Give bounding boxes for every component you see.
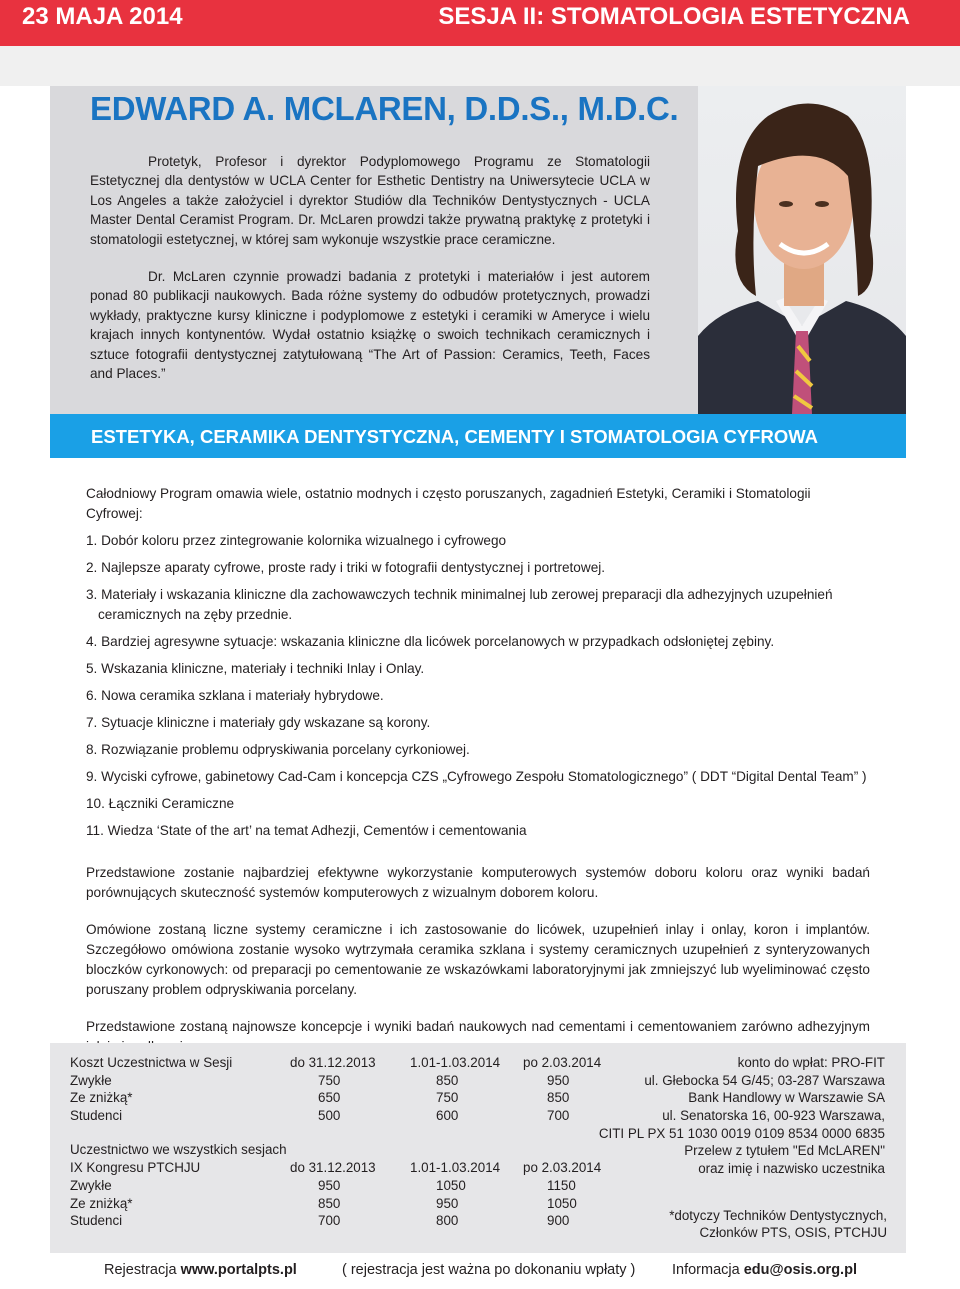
program-item-7: 7. Sytuacje kliniczne i materiały gdy wskazane są korony. bbox=[86, 715, 431, 730]
session-row-value: 850 bbox=[547, 1090, 570, 1105]
payment-note: ( rejestracja jest ważna po dokonaniu wpłaty ) bbox=[342, 1262, 636, 1278]
speaker-portrait-illustration bbox=[698, 86, 906, 414]
program-item-3-text: 3. Materiały i wskazania kliniczne dla zachowawczych technik minimalnej lub zerowej preparacji dla adhezyjnych uzupełnień bbox=[86, 587, 833, 602]
program-item-8: 8. Rozwiązanie problemu odpryskiwania porcelany cyrkoniowej. bbox=[86, 742, 470, 757]
congress-price-title: Uczestnictwo we wszystkich sesjach bbox=[70, 1142, 287, 1157]
congress-row-value: 700 bbox=[318, 1213, 341, 1228]
program-item-3 bbox=[86, 585, 870, 625]
event-date: 23 MAJA 2014 bbox=[22, 3, 183, 30]
contact-label: Informacja bbox=[672, 1262, 744, 1278]
session-row-value: 500 bbox=[318, 1108, 341, 1123]
congress-row-value: 950 bbox=[436, 1196, 459, 1211]
speaker-box bbox=[50, 86, 698, 414]
congress-row-value: 950 bbox=[318, 1178, 341, 1193]
session-row-value: 950 bbox=[547, 1073, 570, 1088]
account-line: ul. Głebocka 54 G/45; 03-287 Warszawa bbox=[644, 1073, 885, 1088]
contact bbox=[672, 1262, 857, 1278]
program-item-9: 9. Wyciski cyfrowe, gabinetowy Cad-Cam i koncepcja CZS „Cyfrowego Zespołu Stomatologicznego” ( DDT “Digital Dental Team” ) bbox=[86, 769, 867, 784]
program-paragraph-2: Omówione zostaną liczne systemy ceramiczne i ich zastosowanie do licówek, uzupełnień inlay i onlay, koron i implantów. Szczegółowo omówiona zostanie wysoko wytrzymała ceramika szklana i systemy ceramicznych uzupełnień z synteryzowanych bloczków cyrkonowych: od preparacji po cementowanie ze wskazówkami laboratoryjnymi jak zmniejszyć lub wyeliminować często poruszany problem odpryskiwania porcelany. bbox=[86, 922, 870, 997]
session-price-header-col2: 1.01-1.03.2014 bbox=[410, 1055, 501, 1070]
pricing-box bbox=[50, 1043, 906, 1253]
program-paragraph-3: Przedstawione zostaną najnowsze koncepcje i wyniki badań naukowych nad cementami i cementowaniem zarówno adhezyjnym bbox=[86, 1019, 870, 1034]
session-row-value: 850 bbox=[436, 1073, 459, 1088]
session-row-label: Studenci bbox=[70, 1108, 123, 1123]
bio-paragraph-1: Protetyk, Profesor i dyrektor Podyplomowego Programu ze Stomatologii Estetycznej dla dentystów w UCLA Center for Esthetic Dentistry na Uniwersytecie UCLA w Los Angeles a także założyciel i dyrektor Studiów dla Techników Dentystycznych - UCLA Master Dental Ceramist Program. Dr. McLaren prowdzi także prywatną praktykę z protetyki i stomatologii estetycznej, w której sam wykonuje wszystkie prace ceramiczne. bbox=[90, 154, 650, 247]
congress-price-header-col1: do 31.12.2013 bbox=[290, 1160, 376, 1175]
congress-price-header-col3: po 2.03.2014 bbox=[523, 1160, 602, 1175]
program-list bbox=[86, 531, 870, 841]
program-item-1: 1. Dobór koloru przez zintegrowanie kolornika wizualnego i cyfrowego bbox=[86, 533, 507, 548]
registration bbox=[104, 1262, 297, 1278]
session-row-value: 600 bbox=[436, 1108, 459, 1123]
congress-row-value: 1150 bbox=[547, 1178, 576, 1193]
program-item-11: 11. Wiedza ‘State of the art’ na temat Adhezji, Cementów i cementowania bbox=[86, 823, 527, 838]
session-row-value: 700 bbox=[547, 1108, 570, 1123]
discount-note-line: *dotyczy Techników Dentystycznych, bbox=[669, 1208, 887, 1223]
program-content bbox=[86, 484, 870, 1057]
account-line: oraz imię i nazwisko uczestnika bbox=[698, 1161, 885, 1176]
section-title: ESTETYKA, CERAMIKA DENTYSTYCZNA, CEMENTY I STOMATOLOGIA CYFROWA bbox=[91, 426, 819, 447]
congress-row-value: 850 bbox=[318, 1196, 341, 1211]
account-number: CITI PL PX 51 1030 0019 0109 8534 0000 6835 bbox=[598, 1126, 885, 1141]
session-title: SESJA II: STOMATOLOGIA ESTETYCZNA bbox=[438, 3, 910, 30]
program-item-6: 6. Nowa ceramika szklana i materiały hybrydowe. bbox=[86, 688, 384, 703]
program-intro: Całodniowy Program omawia wiele, ostatnio modnych i często poruszanych, zagadnień Estetyki, Ceramiki i Stomatologii Cyfrowej: bbox=[86, 486, 811, 521]
session-row-value: 750 bbox=[318, 1073, 341, 1088]
program-paragraph-1: Przedstawione zostanie najbardziej efektywne wykorzystanie komputerowych systemów doboru koloru oraz wyniki badań porównujących skuteczność systemów komputerowych z wizualnym doborem koloru. bbox=[86, 865, 870, 900]
session-price-header-col3: po 2.03.2014 bbox=[523, 1055, 602, 1070]
congress-row-label: Ze zniżką* bbox=[70, 1196, 133, 1211]
session-row-label: Zwykłe bbox=[70, 1073, 112, 1088]
account-line: Bank Handlowy w Warszawie SA bbox=[688, 1090, 885, 1105]
header-band bbox=[0, 46, 960, 86]
session-price-header-label: Koszt Uczestnictwa w Sesji bbox=[70, 1055, 233, 1070]
top-banner bbox=[0, 0, 960, 46]
section-title-bar bbox=[50, 414, 906, 458]
program-item-3-continuation: ceramicznych na zęby przednie. bbox=[98, 607, 293, 622]
congress-row-value: 900 bbox=[547, 1213, 570, 1228]
program-item-5: 5. Wskazania kliniczne, materiały i techniki Inlay i Onlay. bbox=[86, 661, 425, 676]
congress-row-value: 1050 bbox=[547, 1196, 577, 1211]
session-row-label: Ze zniżką* bbox=[70, 1090, 133, 1105]
congress-row-label: Zwykłe bbox=[70, 1178, 112, 1193]
speaker-bio bbox=[90, 152, 650, 383]
program-item-4: 4. Bardziej agresywne sytuacje: wskazania kliniczne dla licówek porcelanowych w przypadkach odsłoniętej zębiny. bbox=[86, 634, 775, 649]
account-line: Przelew z tytułem "Ed McLAREN" bbox=[684, 1143, 885, 1158]
program-item-10: 10. Łączniki Ceramiczne bbox=[86, 796, 235, 811]
congress-row-value: 1050 bbox=[436, 1178, 466, 1193]
contact-email-link[interactable]: edu@osis.org.pl bbox=[743, 1262, 857, 1278]
program-item-2: 2. Najlepsze aparaty cyfrowe, proste rady i triki w fotografii dentystycznej i portretowej. bbox=[86, 560, 606, 575]
account-line: ul. Senatorska 16, 00-923 Warszawa, bbox=[662, 1108, 885, 1123]
congress-row-label: Studenci bbox=[70, 1213, 123, 1228]
speaker-photo bbox=[698, 86, 906, 414]
session-price-header-col1: do 31.12.2013 bbox=[290, 1055, 376, 1070]
session-row-value: 750 bbox=[436, 1090, 459, 1105]
registration-label: Rejestracja bbox=[104, 1262, 181, 1278]
footer bbox=[0, 1253, 960, 1289]
congress-price-header-col2: 1.01-1.03.2014 bbox=[410, 1160, 501, 1175]
session-row-value: 650 bbox=[318, 1090, 341, 1105]
registration-link[interactable]: www.portalpts.pl bbox=[180, 1262, 297, 1278]
account-line: konto do wpłat: PRO-FIT bbox=[737, 1055, 885, 1070]
speaker-name: EDWARD A. MCLAREN, D.D.S., M.D.C. bbox=[90, 90, 679, 127]
bio-paragraph-2: Dr. McLaren czynnie prowadzi badania z protetyki i materiałów i jest autorem ponad 80 publikacji naukowych. Bada różne systemy do odbudów protetycznych, prowadzi wykłady, praktyczne kursy kliniczne i podyplomowe z estetyki i ceramiki w Ameryce i wielu krajach innych kontynentów. Wydał ostatnio książkę o swoich technikach ceramicznych i sztuce fotografii dentystycznej zatytułowaną “The Art of Passion: Ceramics, Teeth, Faces and Places.” bbox=[90, 269, 650, 382]
discount-note-line: Członków PTS, OSIS, PTCHJU bbox=[699, 1225, 887, 1240]
congress-price-header-label: IX Kongresu PTCHJU bbox=[70, 1160, 201, 1175]
congress-row-value: 800 bbox=[436, 1213, 459, 1228]
